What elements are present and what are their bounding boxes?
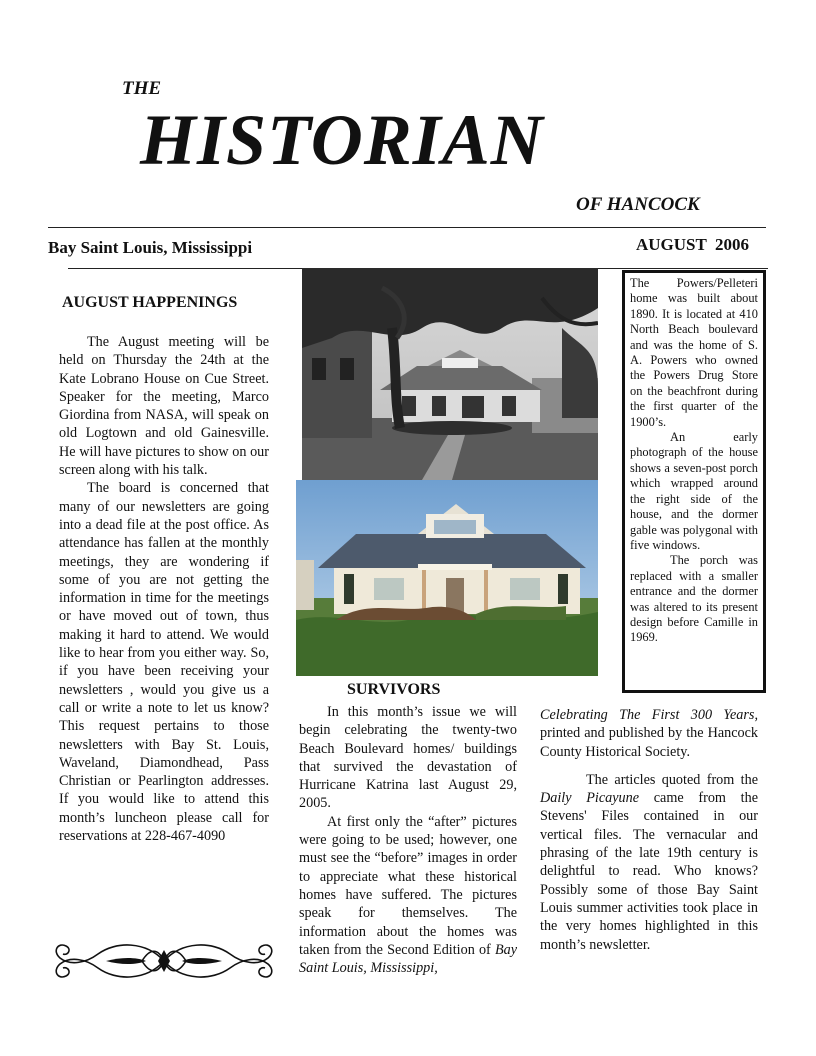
continued-paragraph-1-text: printed and published by the Hancock County Historical Society.	[540, 725, 758, 760]
august-paragraph-1: The August meeting will be held on Thursday the 24th at the Kate Lobrano House on Cue Street. Speaker for the meeting, Marco Giordina from NASA, will speak on old Logtown and old Gainesville. He will have pictures to show on our screen along with his talk.	[59, 334, 269, 479]
survivors-paragraph-2	[299, 813, 517, 978]
top-rule	[48, 227, 766, 228]
house-photo-before	[302, 268, 598, 480]
issue-date: AUGUST 2006	[636, 235, 750, 254]
continued-paragraph-2-a: The articles quoted from the	[586, 771, 758, 788]
powers-house-sidebar	[622, 270, 766, 693]
newspaper-name: Daily Picayune	[540, 790, 640, 807]
survivors-paragraph-2-text: At first only the “after” pictures were going to be used; however, one must see the “before” images in order to appreciate what these historical homes have suffered. The pictures speak for themselves. The information about the homes was taken from the Second Edition of	[299, 813, 517, 958]
continued-paragraph-2-b: came from the Stevens' Files contained in our vertical files. The vernacular and phrasing of the late 19th century is delightful to read. Who knows? Possibly some of those Bay Saint Louis summer activities took place in the very homes highlighted in this month’s newsletter.	[540, 790, 758, 953]
ornament-flourish-icon	[46, 936, 282, 986]
survivors-heading: SURVIVORS	[347, 681, 441, 698]
continued-paragraph-2	[540, 771, 758, 954]
august-heading: AUGUST HAPPENINGS	[62, 294, 238, 311]
book-title-part-2: Celebrating The First 300 Years,	[540, 707, 758, 723]
sidebar-paragraph-3: The porch was replaced with a smaller entrance and the dormer was altered to its present design before Camille in 1969.	[630, 553, 758, 645]
august-article	[59, 333, 269, 845]
sidebar-paragraph-1: The Powers/Pelleteri home was built about 1890. It is located at 410 North Beach boulevard and was the home of S. A. Powers who owned the Powers Drug Store on the beachfront during the first quarter of the 1900’s.	[630, 276, 758, 429]
masthead-subtitle: OF HANCOCK	[576, 194, 700, 215]
masthead-the: THE	[122, 78, 162, 99]
house-photo-after	[296, 480, 598, 676]
sidebar-paragraph-2: An early photograph of the house shows a seven-post porch which wrapped around the right side of the house, and the dormer gable was polygonal with five windows.	[630, 430, 758, 552]
august-paragraph-2: The board is concerned that many of our newsletters are going into a dead file at the post office. As attendance has fallen at the monthly meetings, they are wondering if some of you are not getting the information in time for the meetings or have moved out of town, thus making it hard to attend. We would like to hear from you either way. So, if you have been receiving your newsletters , would you give us a call or write a note to let us know? This request pertains to those newsletters with Bay St. Louis, Waveland, Diamondhead, Pass Christian or Pearlington addresses. If you would like to attend this month’s luncheon please call for reservations at 228-467-4090	[59, 480, 269, 845]
newsletter-title: HISTORIAN	[140, 100, 544, 180]
continued-article	[540, 706, 758, 954]
location-line: Bay Saint Louis, Mississippi	[48, 238, 253, 257]
survivors-paragraph-1: In this month’s issue we will begin celebrating the twenty-two Beach Boulevard homes/ buildings that survived the devastation of Hurricane Katrina last August 29, 2005.	[299, 704, 517, 812]
survivors-article	[299, 703, 517, 977]
book-title-part-1: Bay Saint Louis, Mississippi,	[299, 941, 517, 977]
continued-paragraph-1	[540, 706, 758, 761]
